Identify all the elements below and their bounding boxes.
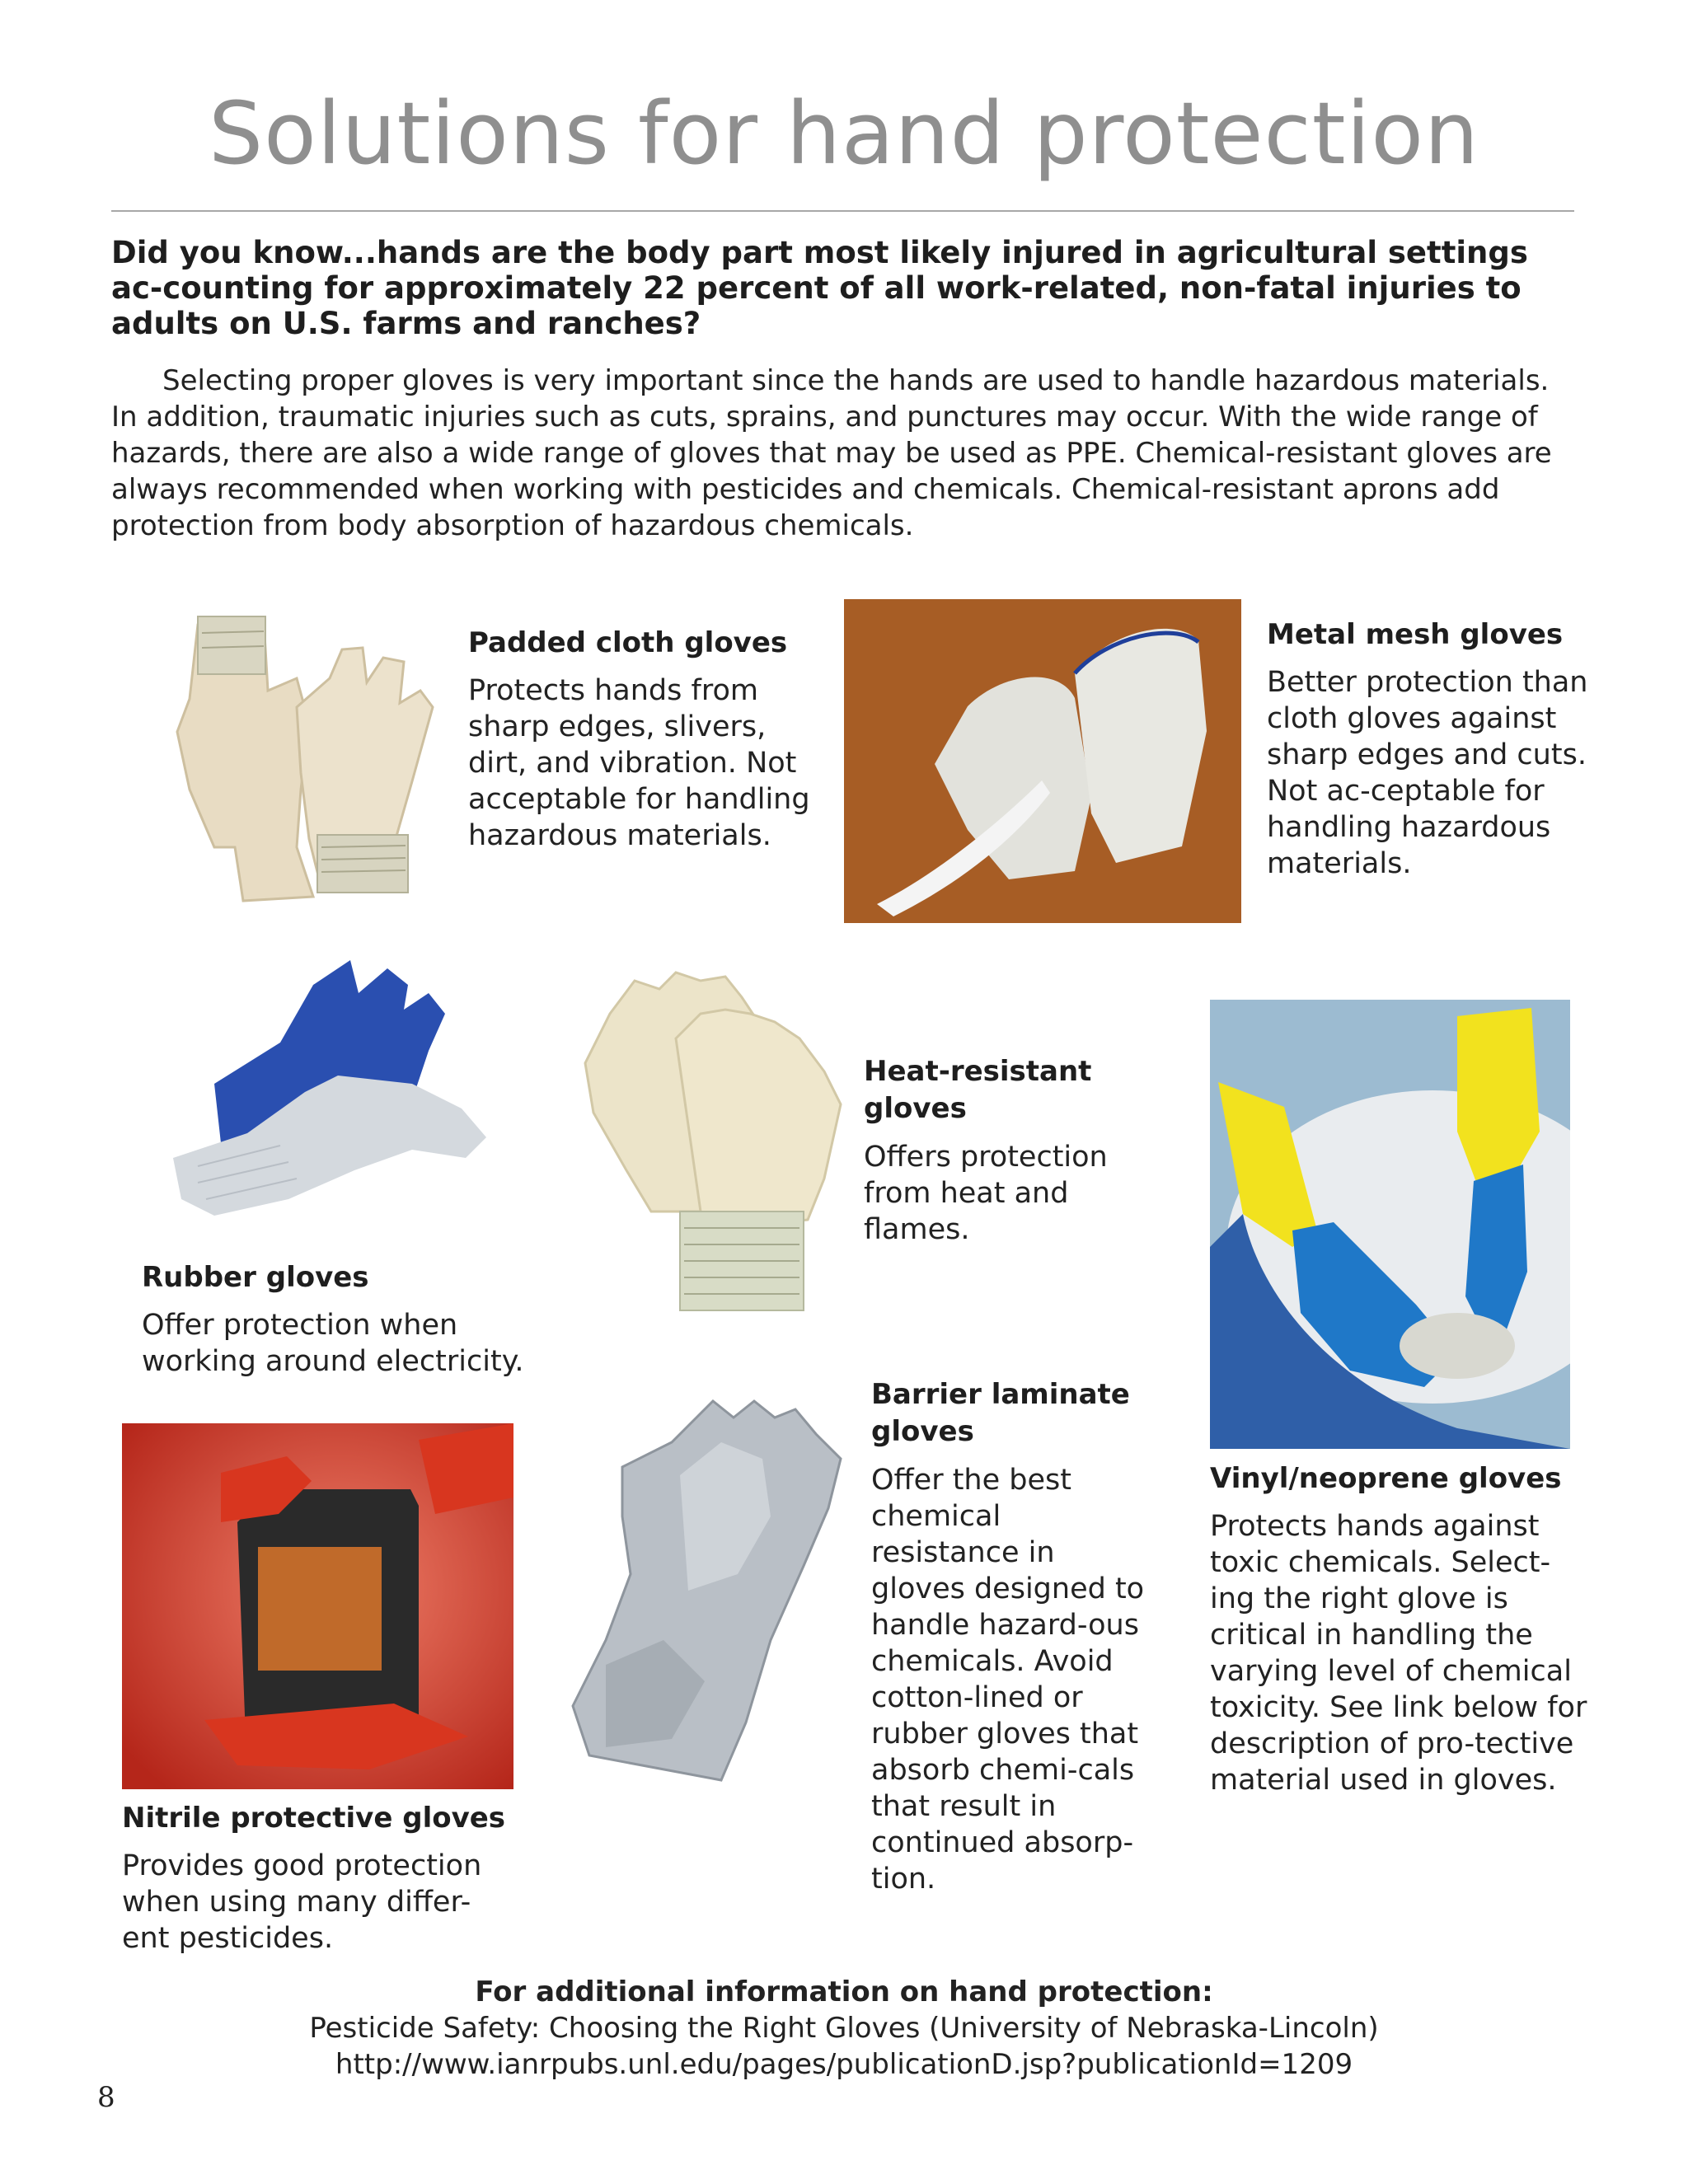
vinyl-neoprene-gloves-title: Vinyl/neoprene gloves (1210, 1462, 1562, 1495)
vinyl-neoprene-gloves-image (1210, 1000, 1570, 1449)
additional-info-footer (0, 1974, 1688, 2083)
padded-cloth-gloves-image (165, 600, 445, 905)
heat-resistant-gloves-title: Heat-resistant gloves (864, 1055, 1092, 1125)
metal-mesh-gloves-description: Better protection than cloth gloves against sharp edges and cuts. Not ac-ceptable for handling hazardous materials. (1267, 666, 1588, 880)
rubber-gloves-image (165, 952, 528, 1232)
source-citation: Pesticide Safety: Choosing the Right Gloves (University of Nebraska-Lincoln) (309, 2012, 1379, 2045)
heat-resistant-gloves-image (577, 964, 849, 1327)
barrier-laminate-gloves-title: Barrier laminate gloves (871, 1378, 1130, 1448)
page-number: 8 (97, 2081, 115, 2114)
intro-paragraph: Selecting proper gloves is very important since the hands are used to handle hazardous materials. In addition, traumatic injuries such as cuts, sprains, and punctures may occur. With the wide range of hazards, there are also a wide range of gloves that may be used as PPE. Chemical-resistant gloves are always recommended when working with pesticides and chemicals. Chemical-resistant aprons add protection from body absorption of hazardous chemicals. (111, 364, 1552, 542)
rubber-gloves-title: Rubber gloves (142, 1261, 369, 1294)
heat-resistant-gloves-description: Offers protection from heat and flames. (864, 1141, 1108, 1246)
nitrile-protective-gloves-image (122, 1423, 513, 1789)
nitrile-protective-gloves-description: Provides good protection when using many differ-ent pesticides. (122, 1849, 482, 1955)
vinyl-neoprene-gloves-description: Protects hands against toxic chemicals. Select-ing the right glove is critical in handling the varying level of chemical toxicity. See link below for description of pro-tective material used in gloves. (1210, 1510, 1587, 1797)
barrier-laminate-gloves-image (556, 1393, 849, 1788)
intro-question: Did you know...hands are the body part most likely injured in agricultural settings ac-counting for approximately 22 percent of all work-related, non-fatal injuries to adults on U.S. farms and ranches? (111, 235, 1528, 341)
title-divider (111, 210, 1574, 212)
padded-cloth-gloves-title: Padded cloth gloves (468, 626, 788, 659)
rubber-gloves-description: Offer protection when working around electricity. (142, 1309, 524, 1378)
metal-mesh-gloves-image (844, 599, 1241, 923)
metal-mesh-gloves-title: Metal mesh gloves (1267, 618, 1564, 651)
page-title: Solutions for hand protection (209, 83, 1479, 184)
additional-info-heading: For additional information on hand protection: (475, 1975, 1213, 2008)
barrier-laminate-gloves-description: Offer the best chemical resistance in gloves designed to handle hazard-ous chemicals. Avoid cotton-lined or rubber gloves that absorb chemi-cals that result in continued absorp-tion. (871, 1464, 1145, 1896)
padded-cloth-gloves-description: Protects hands from sharp edges, slivers, dirt, and vibration. Not acceptable for handling hazardous materials. (468, 674, 810, 852)
reference-link[interactable]: http://www.ianrpubs.unl.edu/pages/publicationD.jsp?publicationId=1209 (335, 2048, 1353, 2081)
nitrile-protective-gloves-title: Nitrile protective gloves (122, 1802, 506, 1835)
